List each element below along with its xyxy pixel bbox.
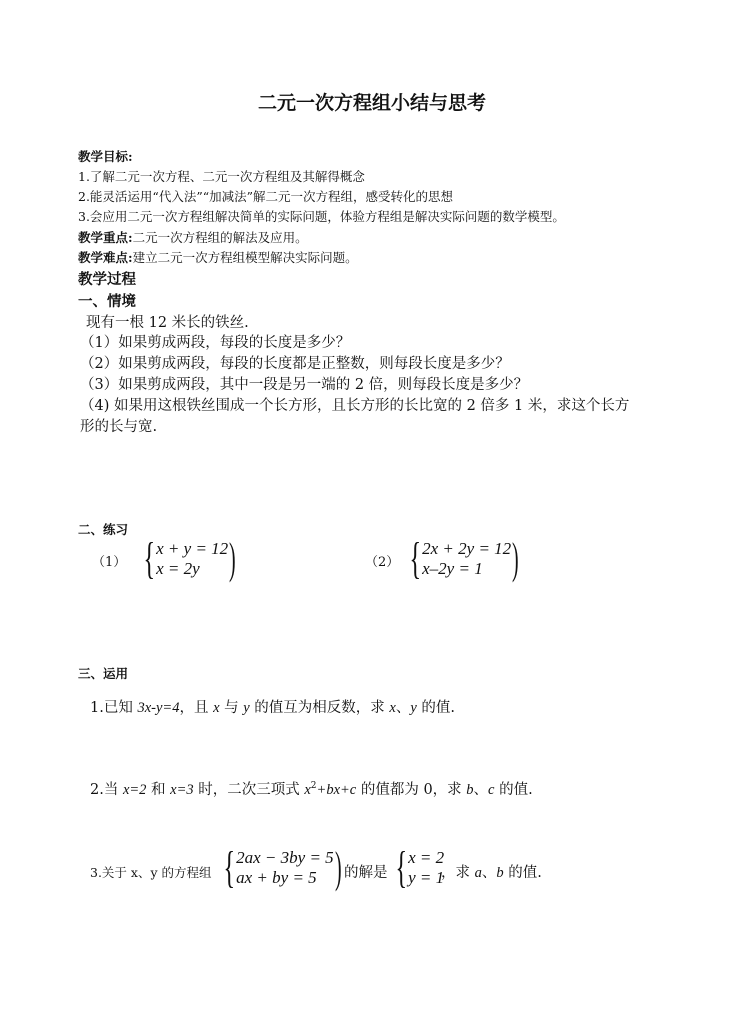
problem-2-mid: 时，二次三项式	[193, 782, 305, 798]
section1-intro: 现有一根 12 米长的铁丝.	[86, 315, 249, 331]
problem-2-mid2: 的值都为 0，求	[356, 782, 467, 798]
problem-3-a: a	[474, 865, 482, 881]
key-point-label: 教学重点:	[78, 230, 133, 245]
problem-2	[90, 778, 533, 799]
difficulty-line	[78, 248, 358, 266]
question-2: （2）如果剪成两段，每段的长度都是正整数，则每段长度是多少？	[80, 356, 510, 372]
problem-1-x2: x	[389, 700, 396, 716]
section3-heading: 三、运用	[78, 666, 129, 681]
problem-3-mid: 的解是	[344, 865, 388, 881]
problem-2-sep: 、	[473, 782, 489, 798]
problem-3-sol2: y = 1	[408, 868, 445, 887]
key-point-line	[78, 228, 308, 246]
problem-1-sep: 、	[395, 700, 411, 716]
question-4: （4) 如果用这根铁丝围成一个长方形，且长方形的长比宽的 2 倍多 1 米，求这个长方	[80, 398, 630, 414]
problem-2-suffix: 的值.	[494, 782, 533, 798]
problem-3-tail	[441, 861, 542, 882]
problem-2-and: 和	[146, 782, 171, 798]
problem-3-sep: 、	[481, 865, 497, 881]
problem-2-cond1: x=2	[122, 782, 147, 798]
left-brace: {	[409, 534, 422, 583]
right-brace: )	[229, 534, 236, 583]
problem-3-sol1: x = 2	[408, 848, 445, 867]
problem-3-prefix: 3.关于 x、y 的方程组	[90, 865, 212, 880]
problem-2-poly-rest: +bx+c	[316, 782, 357, 798]
problem-2-c: c	[488, 782, 495, 798]
problem-3-eq1: 2ax − 3by = 5	[236, 848, 334, 867]
right-brace: )	[512, 534, 519, 583]
question-3: （3）如果剪成两段，其中一段是另一端的 2 倍，则每段长度是多少？	[80, 377, 529, 393]
problem-1-suffix: 的值.	[416, 700, 455, 716]
problem-2-cond2: x=3	[170, 782, 194, 798]
exercise-2-eq2: x–2y = 1	[422, 559, 483, 578]
problem-3-eq2: ax + by = 5	[236, 868, 317, 887]
exercise-2-label: （2）	[365, 555, 400, 570]
problem-1-y: y	[243, 700, 250, 716]
problem-1-prefix: 1.已知	[90, 700, 138, 716]
difficulty-text: 建立二元一次方程组模型解决实际问题。	[132, 250, 358, 265]
problem-2-b: b	[466, 782, 474, 798]
section2-heading: 二、练习	[78, 522, 129, 537]
problem-3-solution	[386, 843, 445, 892]
problem-2-poly-x: x	[304, 782, 311, 798]
question-1: （1）如果剪成两段，每段的长度是多少？	[80, 335, 351, 351]
exercise-2-eq1: 2x + 2y = 12	[422, 539, 512, 558]
left-brace: {	[223, 843, 236, 892]
left-brace: {	[395, 843, 408, 892]
problem-1-mid1: ，且	[179, 700, 214, 716]
problem-1-y2: y	[410, 700, 417, 716]
difficulty-label: 教学难点:	[78, 250, 133, 265]
exercise-2-system	[400, 534, 527, 583]
objective-1: 1.了解二元一次方程、二元一次方程组及其解得概念	[78, 169, 365, 184]
left-brace: {	[143, 534, 156, 583]
problem-1-x: x	[213, 700, 220, 716]
key-point-text: 二元一次方程组的解法及应用。	[132, 230, 308, 245]
objective-3: 3.会应用二元一次方程组解决简单的实际问题，体验方程组是解决实际问题的数学模型。	[78, 209, 565, 224]
question-4-cont: 形的长与宽.	[80, 419, 158, 435]
problem-3-suffix-a: ，求	[441, 865, 475, 881]
problem-3-system	[214, 843, 349, 892]
problem-3-b: b	[496, 865, 504, 881]
problem-3-suffix: 的值.	[503, 865, 542, 881]
section1-heading: 一、情境	[78, 293, 136, 310]
page-title: 二元一次方程组小结与思考	[257, 92, 486, 114]
right-brace: )	[334, 843, 342, 892]
problem-1	[90, 696, 455, 717]
objective-2: 2.能灵活运用“代入法”“加减法”解二元一次方程组，感受转化的思想	[78, 189, 453, 204]
problem-1-expr: 3x-y=4	[137, 700, 180, 716]
objectives-heading: 教学目标:	[78, 149, 133, 164]
process-heading: 教学过程	[78, 271, 136, 288]
problem-1-mid2: 与	[219, 700, 244, 716]
exercise-1-system	[134, 534, 244, 583]
problem-1-mid3: 的值互为相反数，求	[249, 700, 390, 716]
exercise-1-label: （1）	[92, 555, 127, 570]
exercise-1-eq1: x + y = 12	[156, 539, 229, 558]
exercise-1-eq2: x = 2y	[156, 559, 200, 578]
problem-2-prefix: 2.当	[90, 782, 123, 798]
problem-2-poly-exp: 2	[310, 781, 317, 792]
